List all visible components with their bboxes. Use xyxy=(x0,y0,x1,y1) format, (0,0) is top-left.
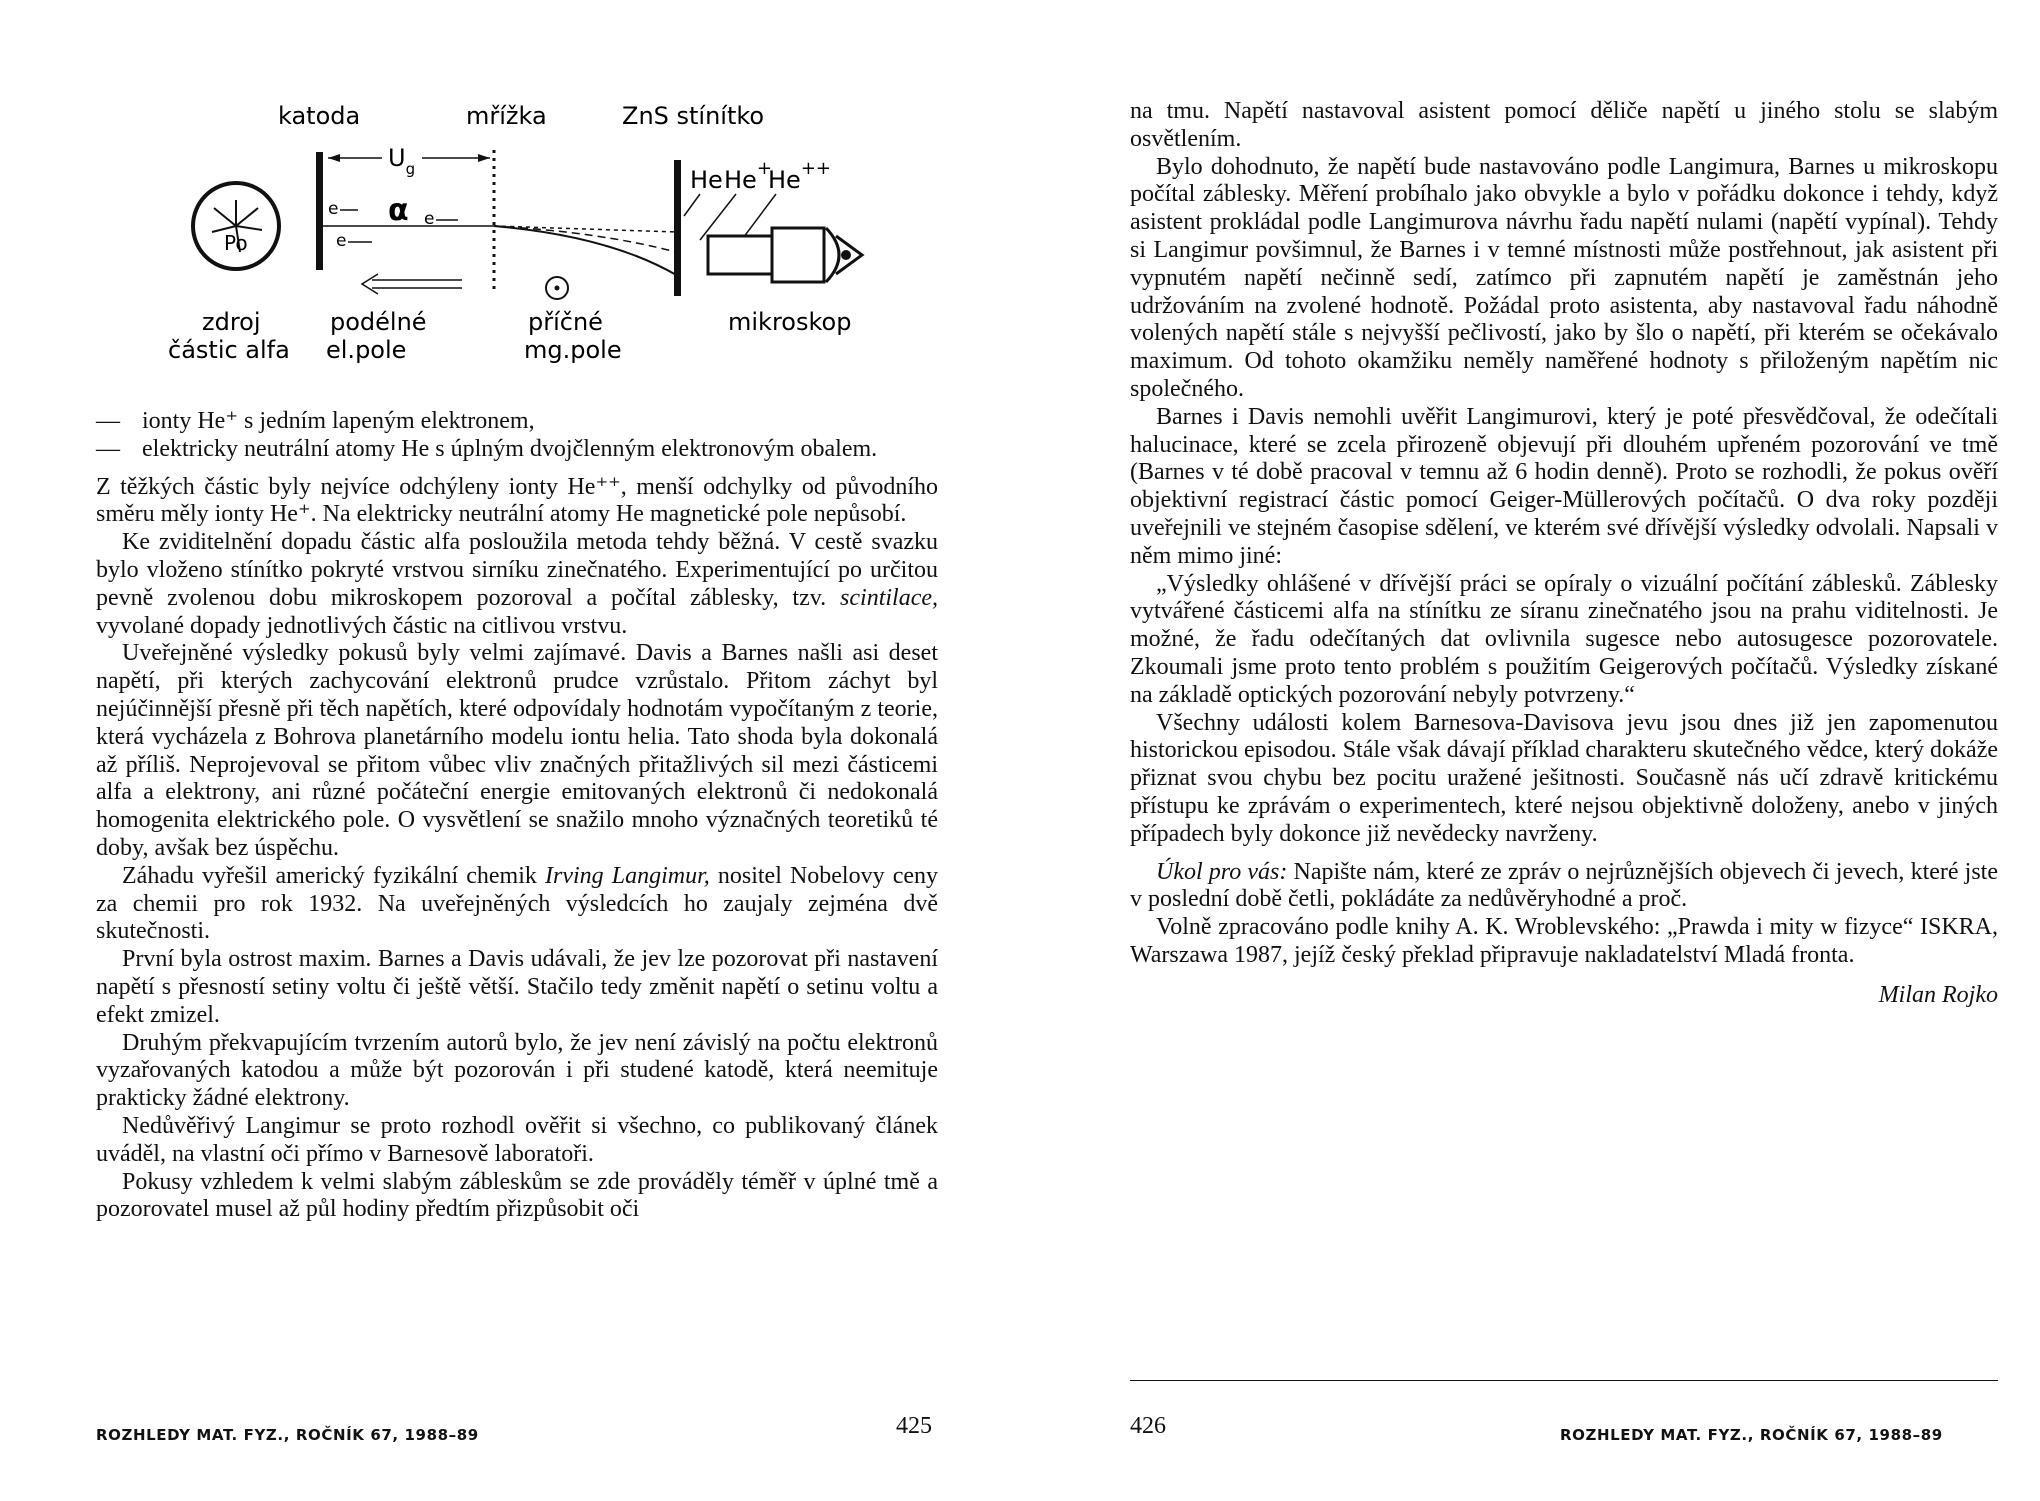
paragraph: Záhadu vyřešil americký fyzikální chemik Irving Langimur, nositel Nobelovy ceny za chemii pro rok 1932. Na uveřejněných výsledcích ho zaujaly zejména dvě skutečnosti. xyxy=(96,862,938,945)
paragraph: Všechny události kolem Barnesova-Davisova jevu jsou dnes již jen zapomenutou historickou episodou. Stále však dávají příklad charakteru skutečného vědce, který dokáže přiznat svou chybu bez pocitu uražené ješitnosti. Současně nás učí zdravě kritickému přístupu ke zprávám o experimentech, které nejsou objektivně doloženy, anebo v jiných případech byly dokonce již nevědecky navrženy. xyxy=(1130,709,1998,847)
longitudinal-field-arrow xyxy=(362,274,462,294)
label-po: Po xyxy=(224,231,248,255)
electron-label-3: e xyxy=(424,209,435,229)
paragraph: Uveřejněné výsledky pokusů byly velmi zajímavé. Davis a Barnes našli asi deset napětí, při kterých zachycování elektronů prudce vzrůstalo. Přitom záchyt byl nejúčinnější přesně při těch napětích, které odpovídaly hodnotám vypočítaným z teorie, která vycházela z Bohrova planetárního modelu iontu helia. Tato shoda byla dokonalá až příliš. Neprojevoval se přitom vůbec vliv značných přitažlivých sil mezi částicemi alfa a elektrony, ani různé počáteční energie emitovaných elektronů či nedokonalá homogenita elektrického pole. O vysvětlení se snažilo mnoho význačných teoretiků té doby, avšak bez úspěchu. xyxy=(96,640,938,861)
paragraph: Ke zviditelnění dopadu částic alfa posloužila metoda tehdy běžná. V cestě svazku bylo vloženo stínítko pokryté vrstvou sirníku zinečnatého. Experimentující po určitou pevně zvolenou dobu mikroskopem pozoroval a počítal záblesky, tzv. scintilace, vyvolané dopady jednotlivých částic na citlivou vrstvu. xyxy=(96,529,939,639)
running-footer: ROZHLEDY MAT. FYZ., ROČNÍK 67, 1988–89 xyxy=(96,1426,479,1444)
electron-label-2: e xyxy=(336,231,347,251)
polonium-source xyxy=(193,183,279,269)
particle-list xyxy=(96,408,938,464)
apparatus-diagram xyxy=(0,0,1020,380)
label-el-pole: el.pole xyxy=(326,336,407,364)
electron-label-1: e xyxy=(328,199,339,219)
transverse-field-symbol xyxy=(546,277,568,299)
quote-paragraph: „Výsledky ohlášené v dřívější práci se opíraly o vizuální počítání záblesků. Záblesky vytvářené částicemi alfa na stínítku ze síranu zinečnatého jsou na prahu viditelnosti. Je možné, že řadu odečítaných dat ovlivnila sugesce nebo autosugesce pozorovatele. Zkoumali jsme proto tento problém s použitím Geigerových počítačů. Výsledky získané na základě optických pozorování nebyly potvrzeny.“ xyxy=(1130,570,1998,708)
footer-rule xyxy=(1130,1380,1998,1381)
list-item: — ionty He⁺ s jedním lapeným elektronem, xyxy=(96,408,938,436)
right-body xyxy=(1130,98,1998,1010)
label-zns-stinitko: ZnS stínítko xyxy=(622,102,765,130)
author-signature: Milan Rojko xyxy=(1878,981,1998,1008)
label-alpha: α xyxy=(388,193,409,228)
label-pricne: příčné xyxy=(528,308,603,336)
paragraph: Z těžkých částic byly nejvíce odchýleny ionty He⁺⁺, menší odchylky od původního směru měly ionty He⁺. Na elektricky neutrální atomy He magnetické pole nepůsobí. xyxy=(96,473,938,528)
paragraph: Pokusy vzhledem k velmi slabým zábleskům se zde prováděly téměř v úplné tmě a pozorovatel musel až půl hodiny předtím přizpůsobit oči xyxy=(96,1168,938,1223)
list-item: — elektricky neutrální atomy He s úplným dvojčlenným elektronovým obalem. xyxy=(96,436,938,464)
path-he-plusplus xyxy=(494,226,678,276)
left-body xyxy=(96,408,938,1224)
label-ug: $U_g$ xyxy=(388,144,416,178)
paragraph: Bylo dohodnuto, že napětí bude nastavováno podle Langimura, Barnes u mikroskopu počítal záblesky. Měření probíhalo jako obvykle a bylo v pořádku dokonce i tehdy, když asistent prokládal podle Langimurova návrhu řadu napětí nulami (napětí vypínal). Tehdy si Langimur povšimnul, že Barnes i v temné místnosti může postřehnout, jak asistent při vypnutém napětí nečinně sedí, zatímco při zapnutém napětí je zaměstnán jeho udržováním na zvolené hodnotě. Požádal proto asistenta, aby nastavoval řadu náhodně volených napětí stále s nejvyšší pečlivostí, jako by šlo o napětí, při kterém se očekávalo maximum. Od tohoto okamžiku neměly naměřené hodnoty s přiloženým napětím nic společného. xyxy=(1130,153,1998,402)
right-page xyxy=(1020,0,2040,1501)
label-mg-pole: mg.pole xyxy=(524,336,622,364)
paragraph: První byla ostrost maxim. Barnes a Davis udávali, že jev lze pozorovat při nastavení napětí s přesností setiny voltu či ještě větší. Stačilo tedy změnit napětí o setinu voltu a efekt zmizel. xyxy=(96,946,938,1028)
paragraph: Nedůvěřivý Langimur se proto rozhodl ověřit si všechno, co publikovaný článek uváděl, na vlastní oči přímo v Barnesově laboratoři. xyxy=(96,1112,938,1167)
label-he-3: He++ xyxy=(768,158,831,194)
label-mikroskop: mikroskop xyxy=(728,308,852,336)
page-number: 425 xyxy=(896,1413,932,1439)
paragraph: na tmu. Napětí nastavoval asistent pomocí děliče napětí u jiného stolu se slabým osvětlením. xyxy=(1130,98,1998,152)
cathode-plate xyxy=(316,152,323,270)
page-number: 426 xyxy=(1130,1413,1166,1439)
label-he-2: He+ xyxy=(724,158,772,194)
running-footer: ROZHLEDY MAT. FYZ., ROČNÍK 67, 1988–89 xyxy=(1560,1426,1943,1444)
paragraph: Barnes i Davis nemohli uvěřit Langimurovi, který je poté přesvědčoval, že odečítali halucinace, které se zcela přirozeně objevují při dlouhém upřeném pozorování ve tmě (Barnes v té době pracoval v temnu až 6 hodin denně). Proto se rozhodli, že pokus ověří objektivní registrací částic pomocí Geiger-Müllerových počítačů. O dva roky později uveřejnili ve stejném časopise sdělení, ve kterém své dřívější výsledky odvolali. Napsali v něm mimo jiné: xyxy=(1130,403,1998,569)
label-he-1: He xyxy=(690,166,723,194)
paragraph: Druhým překvapujícím tvrzením autorů bylo, že jev není závislý na počtu elektronů vyzařovaných katodou a může být pozorován i při studené katodě, která neemituje prakticky žádné elektrony. xyxy=(96,1029,938,1112)
label-castic-alfa: částic alfa xyxy=(168,336,290,364)
microscope xyxy=(708,228,862,282)
label-zdroj: zdroj xyxy=(202,308,261,336)
label-katoda: katoda xyxy=(278,102,361,130)
zns-screen xyxy=(674,160,681,296)
path-he-plus xyxy=(494,226,676,252)
task-paragraph: Úkol pro vás: Napište nám, které ze zpráv o nejrůznějších objevech či jevech, které jste v poslední době četli, pokládáte za nedůvěryhodné a proč. xyxy=(1130,858,1998,913)
label-podelne: podélné xyxy=(330,308,427,336)
source-paragraph: Volně zpracováno podle knihy A. K. Wroblevského: „Prawda i mity w fizyce“ ISKRA, Warszawa 1987, jejíž český překlad připravuje nakladatelství Mladá fronta. xyxy=(1130,914,1998,968)
label-mrizka: mřížka xyxy=(466,102,547,130)
